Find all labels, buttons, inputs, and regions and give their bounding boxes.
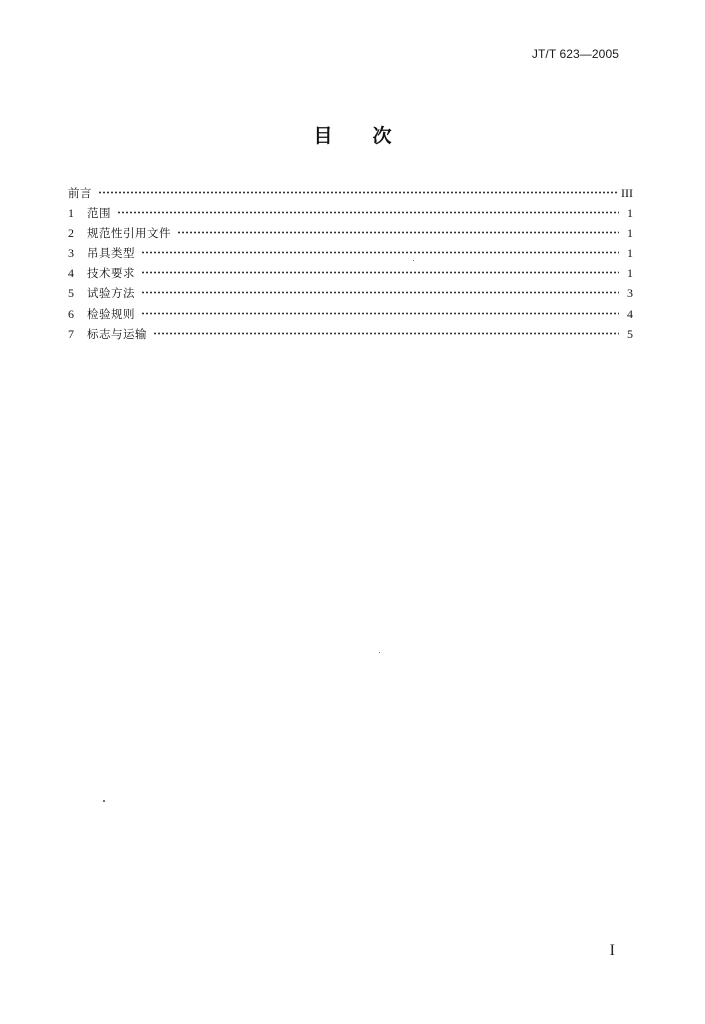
toc-entry-label: 技术要求 xyxy=(87,266,135,281)
toc-entry-number: 7 xyxy=(68,326,74,341)
toc-entry-label: 前言 xyxy=(68,186,92,200)
toc-entry-label: 规范性引用文件 xyxy=(87,226,171,241)
table-of-contents xyxy=(68,183,633,344)
toc-entry-number: 2 xyxy=(68,226,74,241)
toc-entry-number: 3 xyxy=(68,246,74,261)
toc-entry-number: 1 xyxy=(68,206,74,221)
dot-leader xyxy=(177,231,619,234)
page-number: I xyxy=(609,942,615,959)
toc-entry-number: 6 xyxy=(68,306,74,321)
toc-entry[interactable] xyxy=(68,263,633,283)
dot-leader xyxy=(153,332,619,335)
scan-speck xyxy=(413,260,414,261)
dot-leader xyxy=(141,271,619,274)
toc-entry[interactable] xyxy=(68,304,633,324)
standard-code: JT/T 623—2005 xyxy=(531,47,619,61)
toc-entry[interactable] xyxy=(68,283,633,303)
toc-entry-label: 范围 xyxy=(87,206,111,221)
toc-title xyxy=(0,121,705,148)
toc-entry-page: 5 xyxy=(627,326,633,341)
dot-leader xyxy=(141,312,619,315)
scan-speck xyxy=(103,800,105,802)
dot-leader xyxy=(141,291,619,294)
toc-entry-page: 1 xyxy=(627,266,633,281)
dot-leader xyxy=(117,211,619,214)
toc-entry-page: 3 xyxy=(627,286,633,301)
toc-entry-page: 4 xyxy=(627,306,633,321)
toc-entry[interactable] xyxy=(68,203,633,223)
dot-leader xyxy=(141,251,619,254)
toc-entry-label: 检验规则 xyxy=(87,306,135,321)
toc-entry-page: 1 xyxy=(627,226,633,241)
toc-entry-label: 标志与运输 xyxy=(87,326,147,341)
toc-entry-page: 1 xyxy=(627,246,633,261)
scan-speck xyxy=(379,652,380,653)
toc-entry[interactable] xyxy=(68,223,633,243)
toc-title-char-1: 目 xyxy=(313,125,333,147)
toc-entry-page: III xyxy=(621,186,633,200)
toc-entry-number: 4 xyxy=(68,266,74,281)
toc-entry[interactable] xyxy=(68,324,633,344)
toc-entry[interactable] xyxy=(68,183,633,203)
toc-entry-label: 吊具类型 xyxy=(87,246,135,261)
toc-entry[interactable] xyxy=(68,243,633,263)
toc-entry-label: 试验方法 xyxy=(87,286,135,301)
toc-entry-page: 1 xyxy=(627,206,633,221)
dot-leader xyxy=(98,191,617,194)
toc-title-char-2: 次 xyxy=(372,125,392,147)
toc-entry-number: 5 xyxy=(68,286,74,301)
